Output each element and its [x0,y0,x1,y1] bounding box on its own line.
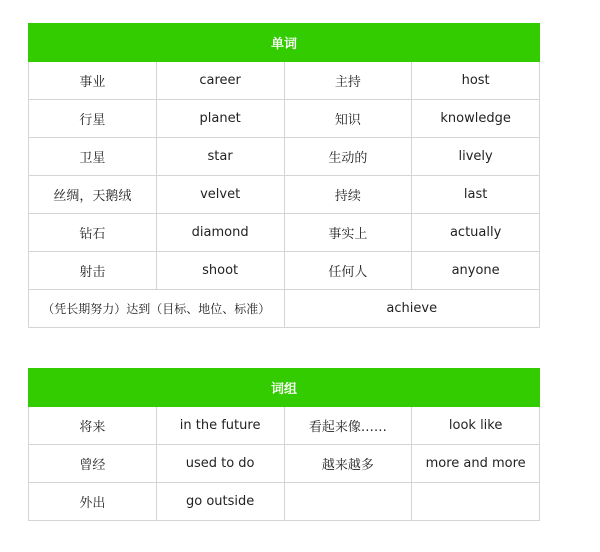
table-cell-english: velvet [156,176,284,214]
table-cell-chinese: 外出 [29,483,157,521]
table-cell-chinese: 事业 [29,62,157,100]
table-cell-english: career [156,62,284,100]
table-cell-english: lively [412,138,540,176]
table-row [29,62,540,100]
table-cell-chinese: （凭长期努力）达到（目标、地位、标准） [29,290,285,328]
table-cell-chinese: 任何人 [284,252,412,290]
table-cell-chinese: 钻石 [29,214,157,252]
phrases-table [28,368,540,521]
words-header-row [29,24,540,62]
table-cell-english: look like [412,407,540,445]
table-cell-chinese: 卫星 [29,138,157,176]
table-cell-chinese: 看起来像…… [284,407,412,445]
table-cell-chinese: 主持 [284,62,412,100]
table-cell-chinese: 曾经 [29,445,157,483]
table-cell-english: go outside [156,483,284,521]
table-cell-english: anyone [412,252,540,290]
table-row [29,483,540,521]
table-cell-english: shoot [156,252,284,290]
table-cell-chinese: 生动的 [284,138,412,176]
table-cell-chinese: 行星 [29,100,157,138]
table-cell-english: host [412,62,540,100]
table-cell-english: actually [412,214,540,252]
table-cell-chinese: 丝绸，天鹅绒 [29,176,157,214]
phrases-table-title: 词组 [29,369,540,407]
table-cell-english: knowledge [412,100,540,138]
table-cell-chinese: 知识 [284,100,412,138]
table-cell-english: achieve [284,290,540,328]
table-cell-english: star [156,138,284,176]
phrases-header-row [29,369,540,407]
table-cell-chinese: 越来越多 [284,445,412,483]
table-row [29,407,540,445]
words-table [28,23,540,328]
table-cell-english: more and more [412,445,540,483]
table-row [29,252,540,290]
table-cell-english: used to do [156,445,284,483]
table-cell-english: planet [156,100,284,138]
table-row [29,176,540,214]
words-table-title: 单词 [29,24,540,62]
table-row [29,214,540,252]
table-cell-empty [412,483,540,521]
table-row [29,138,540,176]
table-cell-empty [284,483,412,521]
table-cell-chinese: 持续 [284,176,412,214]
table-row [29,290,540,328]
table-row [29,445,540,483]
table-cell-chinese: 事实上 [284,214,412,252]
table-row [29,100,540,138]
table-cell-english: last [412,176,540,214]
table-cell-english: in the future [156,407,284,445]
table-cell-chinese: 将来 [29,407,157,445]
table-cell-english: diamond [156,214,284,252]
table-cell-chinese: 射击 [29,252,157,290]
